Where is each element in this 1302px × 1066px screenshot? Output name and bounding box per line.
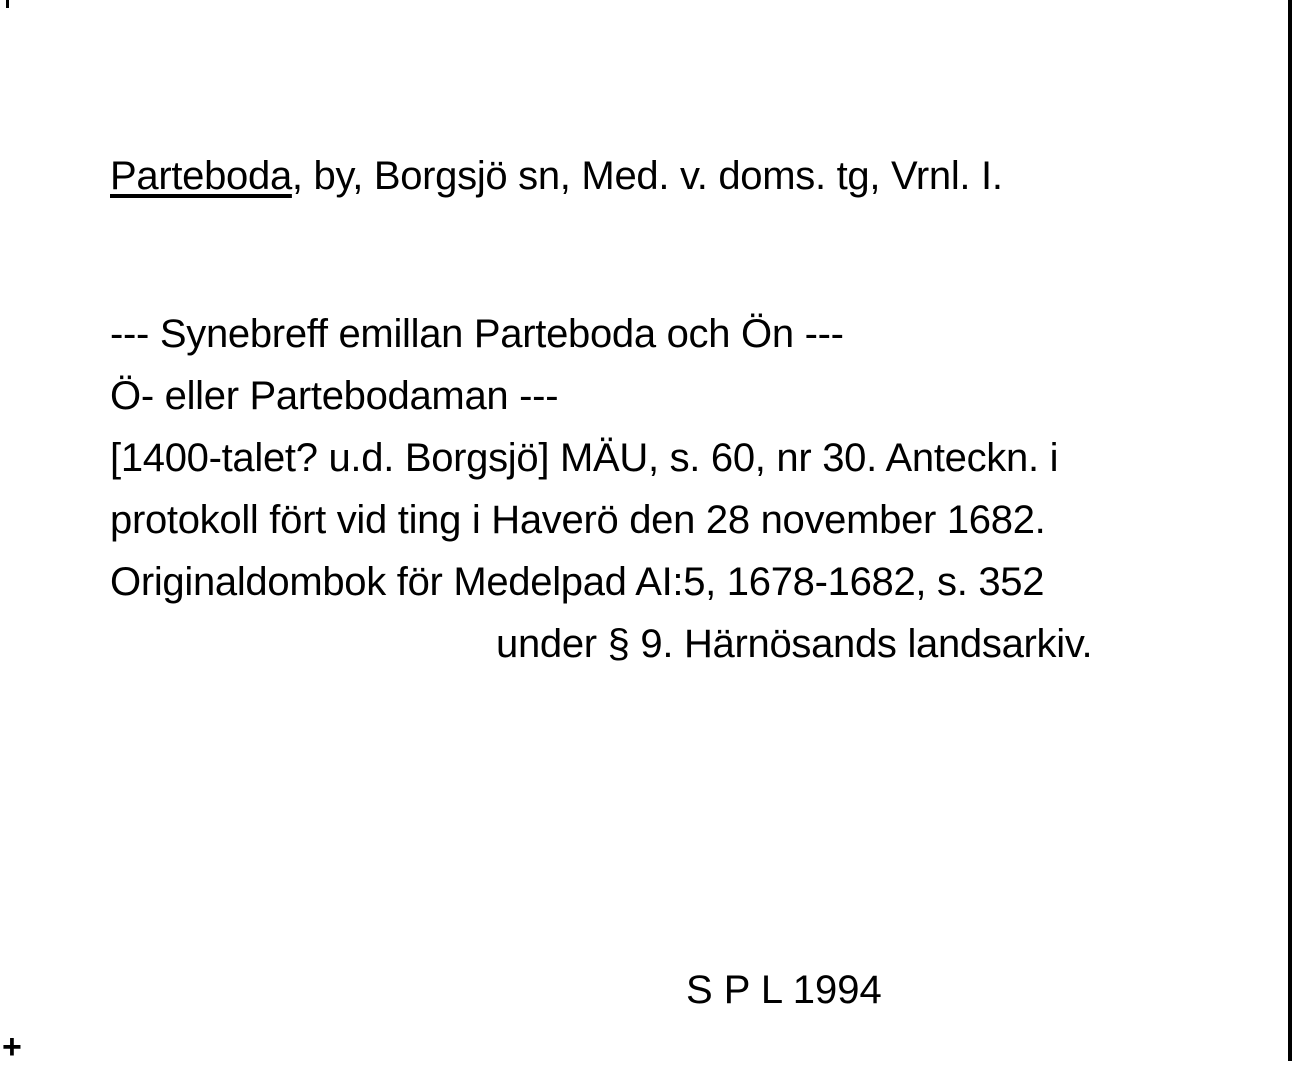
place-name: Parteboda — [110, 154, 292, 198]
text-line-4: protokoll fört vid ting i Haverö den 28 november 1682. — [110, 498, 1046, 542]
corner-plus-mark: + — [2, 1028, 22, 1066]
text-line-3: [1400-talet? u.d. Borgsjö] MÄU, s. 60, nr 30. Anteckn. i — [110, 436, 1059, 480]
text-line-5: Originaldombok för Medelpad AI:5, 1678-1682, s. 352 — [110, 560, 1045, 604]
text-line-1: --- Synebreff emillan Parteboda och Ön --- — [110, 312, 844, 356]
card-heading — [110, 152, 1003, 200]
place-description: , by, Borgsjö sn, Med. v. doms. tg, Vrnl. I. — [291, 154, 1003, 198]
text-line-6: under § 9. Härnösands landsarkiv. — [496, 622, 1093, 666]
top-edge-tick — [6, 0, 9, 8]
card-right-border — [1288, 0, 1292, 1061]
signature-initials: S P L 1994 — [686, 968, 882, 1012]
text-line-2: Ö- eller Partebodaman --- — [110, 374, 559, 418]
